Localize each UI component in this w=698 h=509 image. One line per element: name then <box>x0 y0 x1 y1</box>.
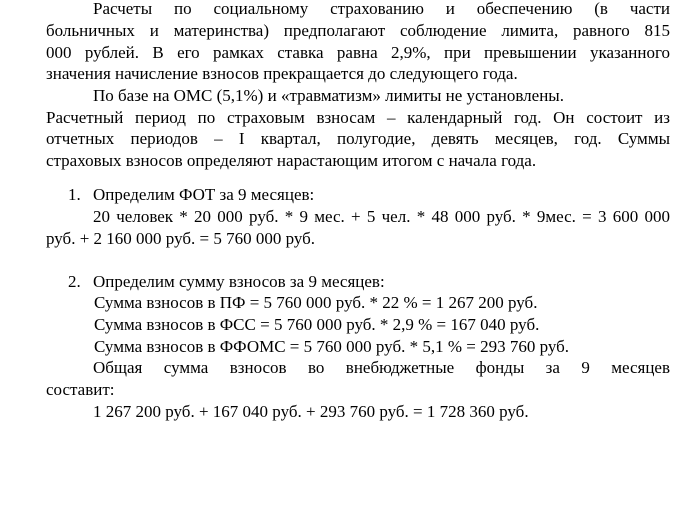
calc-line: 20 человек * 20 000 руб. * 9 мес. + 5 чел. * 48 000 руб. * 9мес. = 3 600 000 <box>93 207 670 226</box>
paragraph-line: больничных и материнства) предполагают соблюдение лимита, равного 815 <box>46 21 670 40</box>
calc-line: руб. + 2 160 000 руб. = 5 760 000 руб. <box>46 229 316 248</box>
step-number: 2. <box>68 272 81 291</box>
fss-contribution: Сумма взносов в ФСС = 5 760 000 руб. * 2,9 % = 167 040 руб. <box>94 315 540 334</box>
paragraph-line: страховых взносов определяют нарастающим итогом с начала года. <box>46 151 537 170</box>
paragraph-line: отчетных периодов – I квартал, полугодие, девять месяцев, год. Суммы <box>46 129 670 148</box>
total-line: составит: <box>46 380 115 399</box>
ffoms-contribution: Сумма взносов в ФФОМС = 5 760 000 руб. * 5,1 % = 293 760 руб. <box>94 337 570 356</box>
paragraph-line: По базе на ОМС (5,1%) и «травматизм» лимиты не установлены. <box>93 86 564 105</box>
step-title: Определим сумму взносов за 9 месяцев: <box>93 272 385 291</box>
total-calc: 1 267 200 руб. + 167 040 руб. + 293 760 руб. = 1 728 360 руб. <box>93 402 529 421</box>
total-line: Общая сумма взносов во внебюджетные фонды за 9 месяцев <box>93 358 670 377</box>
step-title: Определим ФОТ за 9 месяцев: <box>93 185 315 204</box>
paragraph-line: значения начисление взносов прекращается до следующего года. <box>46 64 518 83</box>
paragraph-line: Расчеты по социальному страхованию и обеспечению (в части <box>93 0 670 18</box>
paragraph-line: Расчетный период по страховым взносам – календарный год. Он состоит из <box>46 108 670 127</box>
step-number: 1. <box>68 185 81 204</box>
pf-contribution: Сумма взносов в ПФ = 5 760 000 руб. * 22 % = 1 267 200 руб. <box>94 293 538 312</box>
paragraph-line: 000 рублей. В его рамках ставка равна 2,9%, при превышении указанного <box>46 43 670 62</box>
